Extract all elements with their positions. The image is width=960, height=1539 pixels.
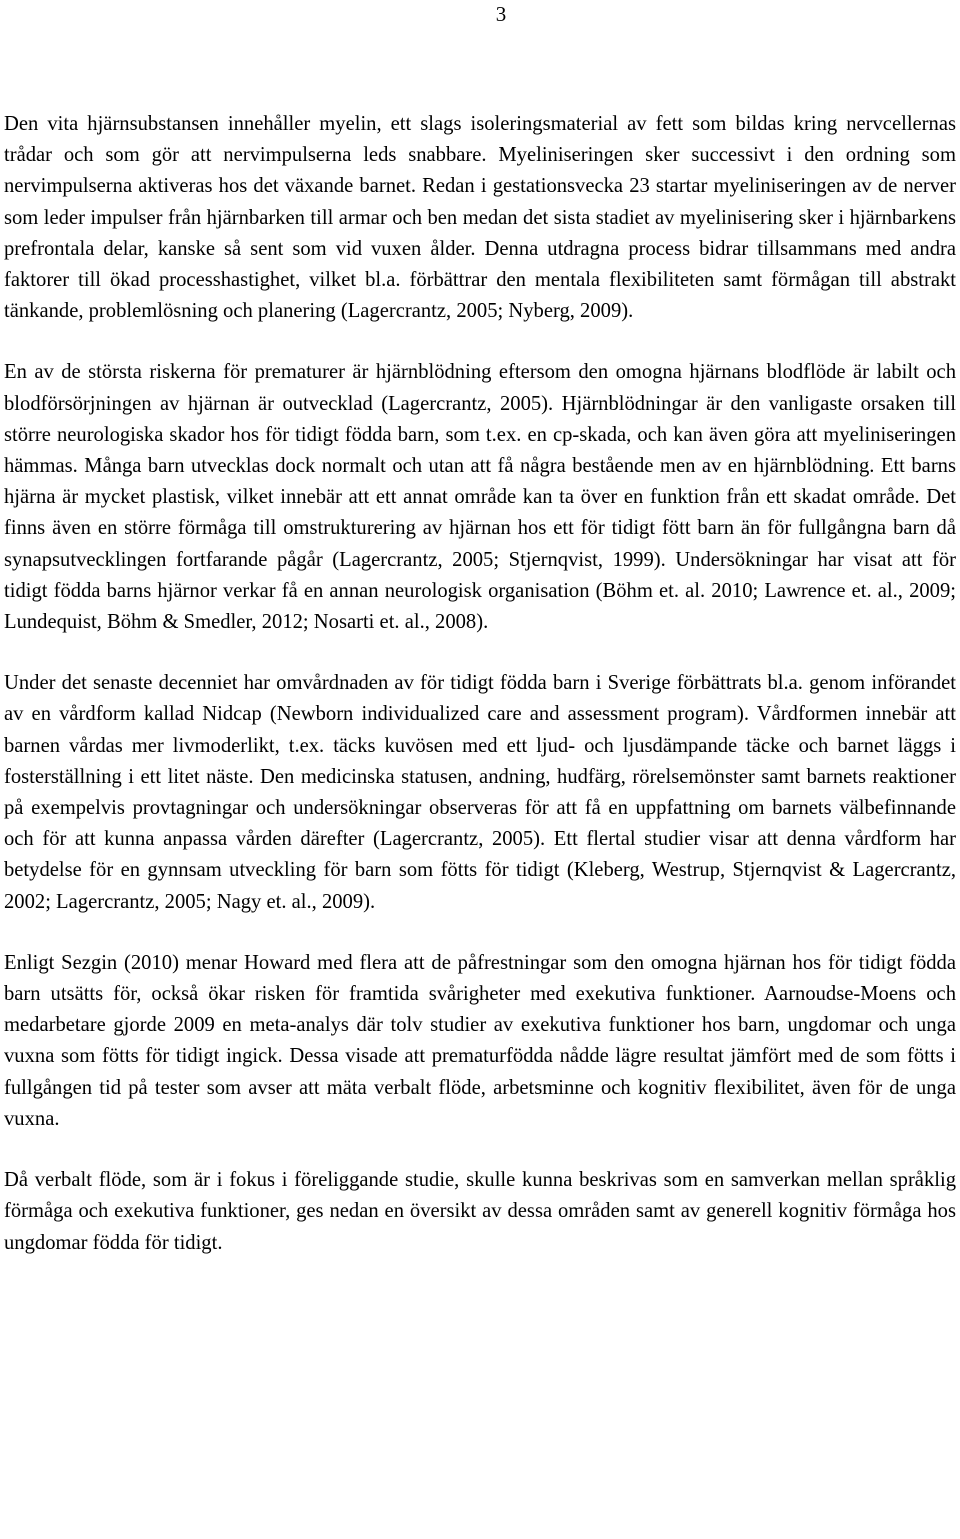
page-number: 3 [495, 2, 507, 26]
document-body [4, 109, 956, 1259]
paragraph-nidcap: Under det senaste decenniet har omvårdnaden av för tidigt födda barn i Sverige förbättrats bl.a. genom införandet av en vårdform kallad Nidcap (Newborn individualized care and assessment program). Vårdformen innebär att barnen vårdas mer livmoderlikt, t.ex. täcks kuvösen med ett ljud- och ljusdämpande täcke och barnet läggs i fosterställning i ett litet näste. Den medicinska statusen, andning, hudfärg, rörelsemönster samt barnets reaktioner på exempelvis provtagningar och undersökningar observeras för att få en uppfattning om barnets välbefinnande och för att kunna anpassa vården därefter (Lagercrantz, 2005). Ett flertal studier visar att denna vårdform har betydelse för en gynnsam utveckling för barn som fötts för tidigt (Kleberg, Westrup, Stjernqvist & Lagercrantz, 2002; Lagercrantz, 2005; Nagy et. al., 2009). [4, 672, 956, 913]
paragraph-verbalt-flode: Då verbalt flöde, som är i fokus i föreliggande studie, skulle kunna beskrivas som en samverkan mellan språklig förmåga och exekutiva funktioner, ges nedan en översikt av dessa områden samt av generell kognitiv förmåga hos ungdomar födda för tidigt. [4, 1169, 956, 1254]
paragraph-exekutiva-funktioner: Enligt Sezgin (2010) menar Howard med flera att de påfrestningar som den omogna hjärnan hos för tidigt födda barn utsätts för, också ökar risken för framtida svårigheter med exekutiva funktioner. Aarnoudse-Moens och medarbetare gjorde 2009 en meta-analys där tolv studier av exekutiva funktioner hos barn, ungdomar och unga vuxna som fötts för tidigt ingick. Dessa visade att prematurfödda nådde lägre resultat jämfört med de som fötts i fullgången tid på tester som avser att mäta verbalt flöde, arbetsminne och kognitiv flexibilitet, även för de unga vuxna. [4, 951, 956, 1130]
paragraph-myelin: Den vita hjärnsubstansen innehåller myelin, ett slags isoleringsmaterial av fett som bildas kring nervcellernas trådar och som gör att nervimpulserna leds snabbare. Myeliniseringen sker successivt i den ordning som nervimpulserna aktiveras hos det växande barnet. Redan i gestationsvecka 23 startar myeliniseringen av de nerver som leder impulser från hjärnbarken till armar och ben medan det sista stadiet av myelinisering sker i hjärnbarkens prefrontala delar, kanske så sent som vid vuxen ålder. Denna utdragna process bidrar tillsammans med andra faktorer till ökad processhastighet, vilket bl.a. förbättrar den mentala flexibiliteten samt förmågan till abstrakt tänkande, problemlösning och planering (Lagercrantz, 2005; Nyberg, 2009). [4, 113, 956, 323]
paragraph-hjarnblodning: En av de största riskerna för prematurer är hjärnblödning eftersom den omogna hjärnans blodflöde är labilt och blodförsörjningen av hjärnan är outvecklad (Lagercrantz, 2005). Hjärnblödningar är den vanligaste orsaken till större neurologiska skador hos för tidigt födda barn, som t.ex. en cp-skada, och kan även göra att myeliniseringen hämmas. Många barn utvecklas dock normalt och utan att få några bestående men av en hjärnblödning. Ett barns hjärna är mycket plastisk, vilket innebär att ett annat område kan ta över en funktion från ett skadat område. Det finns även en större förmåga till omstrukturering av hjärnan hos ett för tidigt fött barn än för fullgångna barn då synapsutvecklingen fortfarande pågår (Lagercrantz, 2005; Stjernqvist, 1999). Undersökningar har visat att för tidigt födda barns hjärnor verkar få en annan neurologisk organisation (Böhm et. al. 2010; Lawrence et. al., 2009; Lundequist, Böhm & Smedler, 2012; Nosarti et. al., 2008). [4, 361, 956, 634]
